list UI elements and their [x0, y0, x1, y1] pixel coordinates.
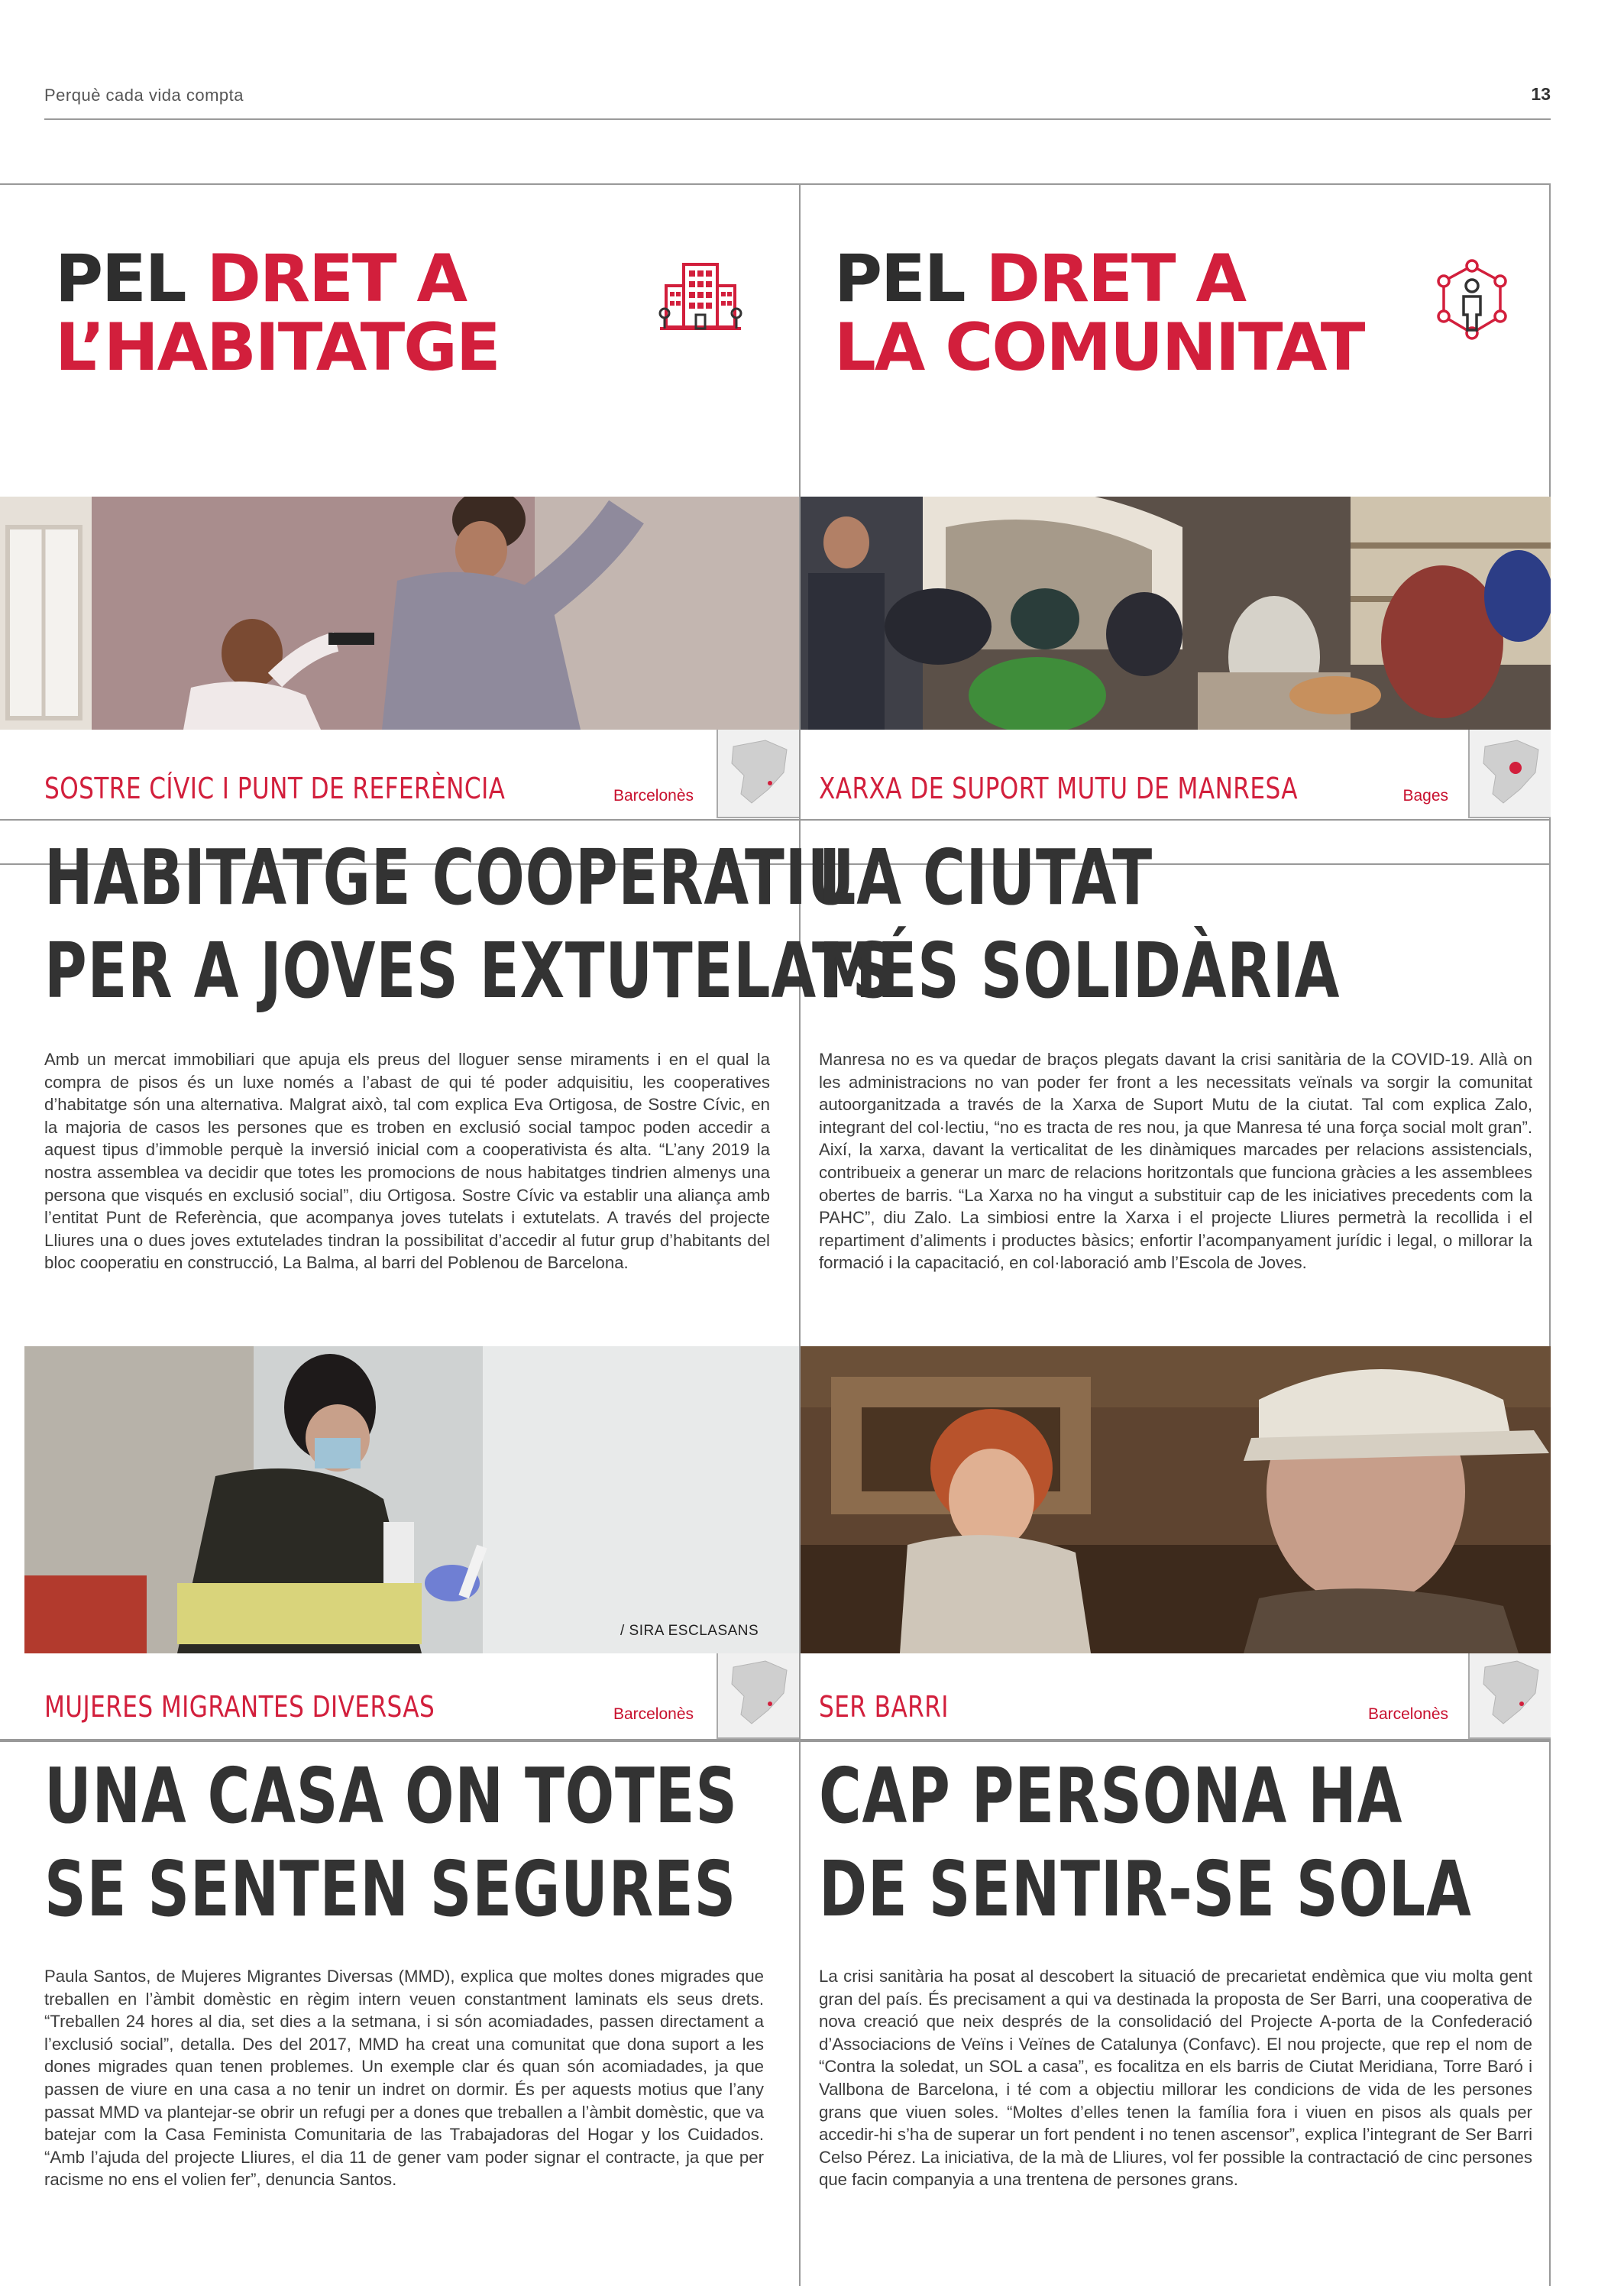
catalonia-map-icon [1470, 730, 1549, 815]
article-headline [44, 1750, 738, 1936]
section-title-line2: L’HABITATGE [55, 309, 500, 386]
kicker-rule [801, 1739, 1551, 1740]
catalonia-map-icon [1470, 1650, 1549, 1736]
article-body: Paula Santos, de Mujeres Migrantes Diversas (MMD), explica que moltes dones migrades que treballen en l’àmbit domèstic en règim intern veuen constantment laminats els seus drets. “Treballen 24 hores al dia, set dies a la setmana, i si són acomiadades, passen directament a l’exclusió social”, detalla. Des del 2017, MMD ha creat una comunitat que dona suport a les dones migrades quan tenen problemes. Un exemple clar és quan són acomiadades, ja que passen de viure en una casa a no tenir un indret on dormir. És per aquests motius que l’any passat MMD va plantejar-se obrir un refugi per a dones que treballen a l’àmbit domèstic, que va batejar com la Casa Feminista Comunitaria de las Trabajadoras del Hogar y los Cuidados. “Amb l’ajuda del projecte Lliures, el dia 11 de gener vam poder signar el contracte, ja que per racisme no ens el volien fer”, denuncia Santos. [44, 1967, 764, 2190]
article-region: Bages [1402, 787, 1448, 805]
catalonia-map-icon [718, 730, 797, 815]
headline-line2: PER A JOVES EXTUTELATS [44, 926, 895, 1015]
apartment-building-icon [658, 258, 742, 342]
section-title-prefix: PEL [55, 241, 207, 317]
section-title-housing [55, 241, 500, 386]
article-region: Barcelonès [1367, 1705, 1448, 1723]
article-headline [819, 1750, 1472, 1936]
section-title-community [834, 241, 1364, 386]
article-kicker: XARXA DE SUPORT MUTU DE MANRESA [819, 772, 1298, 805]
headline-line1: CAP PERSONA HA [819, 1751, 1403, 1841]
region-map-barcelones [717, 730, 799, 818]
article-kicker: SOSTRE CÍVIC I PUNT DE REFERÈNCIA [44, 772, 506, 805]
region-map-barcelones [1468, 1650, 1551, 1739]
photo-woman-painting [24, 1346, 799, 1653]
headline-line2: SE SENTEN SEGURES [44, 1844, 737, 1934]
kicker-rule [0, 1739, 799, 1740]
kicker-rule [0, 819, 799, 821]
catalonia-map-icon [718, 1650, 797, 1736]
article-region: Barcelonès [613, 1705, 694, 1723]
page-number: 13 [1531, 84, 1551, 104]
running-header: Perquè cada vida compta [44, 86, 244, 105]
article-kicker: SER BARRI [819, 1690, 949, 1724]
section-title-highlight: DRET A [985, 241, 1246, 317]
article-headline [819, 831, 1340, 1018]
region-map-bages [1468, 730, 1551, 818]
section-title-line2: LA COMUNITAT [834, 309, 1364, 386]
headline-line1: HABITATGE COOPERATIU [44, 833, 856, 922]
section-title-prefix: PEL [834, 241, 986, 317]
photo-food-distribution [801, 497, 1551, 730]
article-headline [44, 831, 894, 1018]
photo-volunteers-painting [0, 497, 799, 730]
article-body: La crisi sanitària ha posat al descobert la situació de precarietat endèmica que viu molta gent gran del país. És precisament a qui va destinada la proposta de Ser Barri, una cooperativa de nova creació que neix després de la consolidació del Projecte A-porta de la Confederació d’Associacions de Veïns i Veïnes de Catalunya (Confavc). El nou projecte, que rep el nom de “Contra la soledat, un SOL a casa”, es focalitza en els barris de Ciutat Meridiana, Torre Baró i Vallbona de Barcelona, i té com a objectiu millorar les condicions de vida de les persones grans que viuen soles. “Moltes d’elles tenen la família fora i viuen en pisos als quals per accedir-hi s’ha de superar un fort pendent i no tenen ascensor”, explica l’integrant de Ser Barri Celso Pérez. La iniciativa, de la mà de Lliures, vol fer possible la contractació de cinc persones que facin companyia a una trentena de persones grans. [819, 1967, 1532, 2190]
row-divider-bottom [0, 1740, 1551, 1742]
article-body: Manresa no es va quedar de braços plegats davant la crisi sanitària de la COVID-19. Allà on les administracions no van poder fer front a les necessitats veïnals va sorgir la comunitat autoorganitzada a través de la Xarxa de Suport Mutu de la ciutat. Tal com explica Zalo, integrant del col·lectiu, “no es tracta de res nou, ja que Manresa té una força social molt gran”. Així, la xarxa, davant la verticalitat de les dinàmiques marcades per relacions assistencials, contribueix a generar un marc de relacions horitzontals que funciona gràcies a les assemblees obertes de barris. “La Xarxa no ha vingut a substituir cap de les iniciatives precedents com la PAHC”, diu Zalo. La simbiosi entre la Xarxa i el projecte Lliures permetrà la recollida i el repartiment d’aliments i productes bàsics; enfortir l’acompanyament jurídic i legal, o millorar la formació i la capacitació, en col·laboració amb l’Escola de Joves. [819, 1050, 1532, 1273]
headline-line1: LA CIUTAT [819, 833, 1153, 922]
photo-elderly-people [801, 1346, 1551, 1653]
article-body: Amb un mercat immobiliari que apuja els preus del lloguer sense miraments i en el qual la compra de pisos és un luxe només a l’abast de qui té poder adquisitiu, les cooperatives d’habitatge són una alternativa. Malgrat això, tal com explica Eva Ortigosa, de Sostre Cívic, en la majoria de casos les persones que es troben en exclusió social tampoc poden accedir a aquest tipus d’immoble perquè la inversió inicial com a cooperativista és alta. “L’any 2019 la nostra assemblea va decidir que totes les promocions de nous habitatges tindrien almenys una persona que visqués en exclusió social”, diu Ortigosa. Sostre Cívic va establir una aliança amb l’entitat Punt de Referència, que acompanya joves tutelats i extutelats. A través del projecte Lliures una o dues joves extutelades tindran la possibilitat d’accedir al futur grup d’habitants del bloc cooperatiu en construcció, La Balma, al barri del Poblenou de Barcelona. [44, 1050, 770, 1273]
header-rule [44, 118, 1551, 120]
community-network-icon [1430, 258, 1514, 342]
article-kicker: MUJERES MIGRANTES DIVERSAS [44, 1690, 435, 1724]
headline-line2: DE SENTIR-SE SOLA [819, 1844, 1472, 1934]
headline-line1: UNA CASA ON TOTES [44, 1751, 738, 1841]
section-title-highlight: DRET A [206, 241, 467, 317]
photo-credit: / SIRA ESCLASANS [620, 1623, 759, 1639]
headline-line2: MÉS SOLIDÀRIA [819, 926, 1341, 1015]
region-map-barcelones [717, 1650, 799, 1739]
kicker-rule [801, 819, 1551, 821]
article-region: Barcelonès [613, 787, 694, 805]
